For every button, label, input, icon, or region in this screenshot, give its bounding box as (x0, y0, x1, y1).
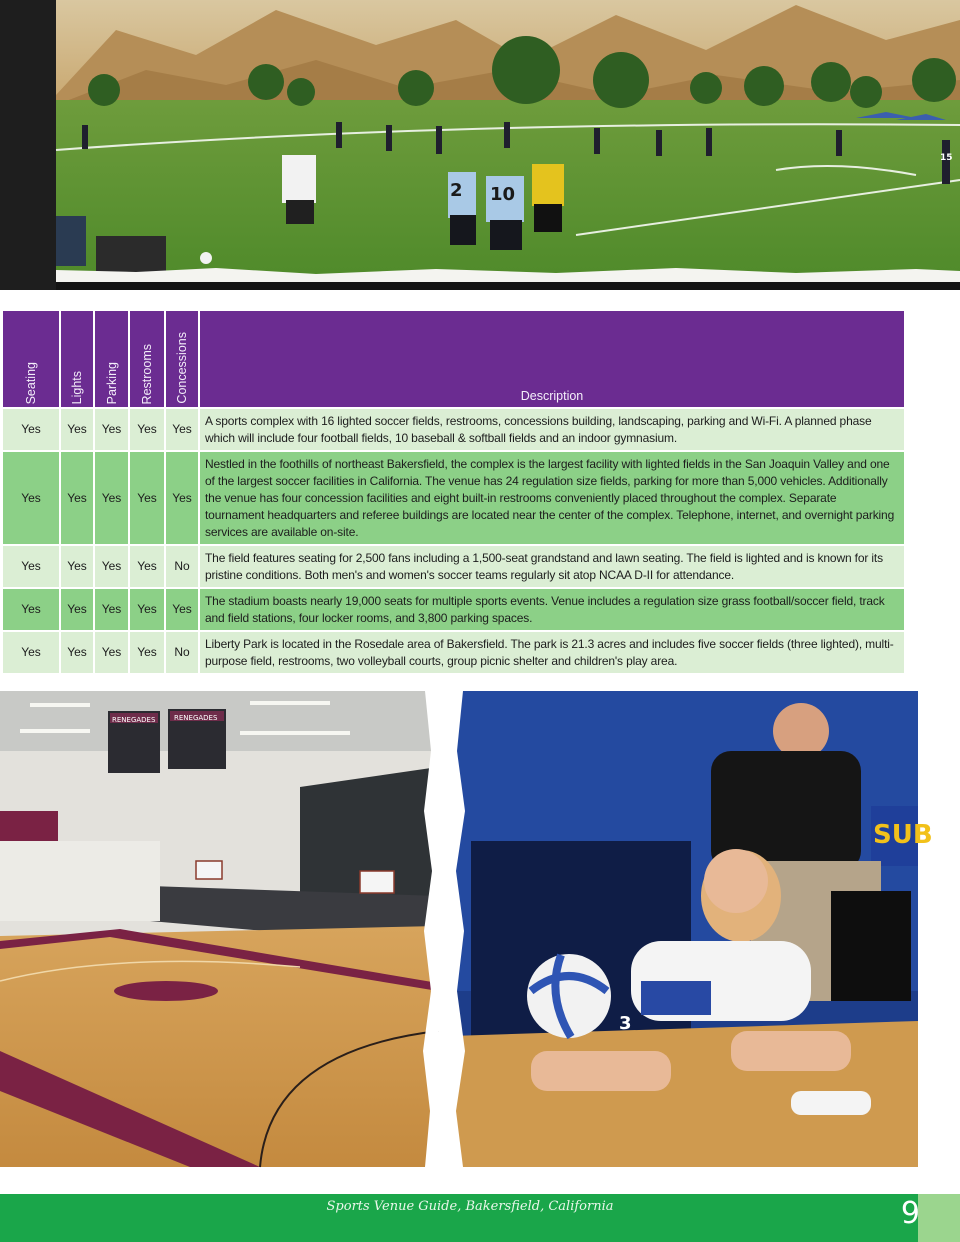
cell-parking: Yes (95, 452, 128, 544)
cell-seating: Yes (3, 546, 59, 587)
cell-restrooms: Yes (130, 409, 164, 450)
cell-description: Liberty Park is located in the Rosedale area of Bakersfield. The park is 21.3 acres and includes five soccer fields (three lighted), multi-purpose field, restrooms, two volleyball courts, group picnic shelter and children's play area. (200, 632, 904, 673)
cell-parking: Yes (95, 589, 128, 630)
table-row (3, 632, 904, 673)
table-row (3, 546, 904, 587)
cell-concessions: No (166, 632, 198, 673)
cell-lights: Yes (61, 589, 93, 630)
wall-sign-text: SUB (873, 820, 933, 850)
header-lights: Lights (61, 311, 93, 407)
cell-lights: Yes (61, 452, 93, 544)
gymnasium-photo (0, 691, 438, 1167)
cell-parking: Yes (95, 546, 128, 587)
cell-restrooms: Yes (130, 452, 164, 544)
cell-description: A sports complex with 16 lighted soccer fields, restrooms, concessions building, landscaping, parking and Wi-Fi. A planned phase which will include four football fields, 10 baseball & softball fields and an indoor gymnasium. (200, 409, 904, 450)
scoreboard-banner-right: RENEGADES (174, 714, 218, 722)
table-row (3, 409, 904, 450)
cell-seating: Yes (3, 452, 59, 544)
header-parking: Parking (95, 311, 128, 407)
gymnasium-illustration (0, 691, 438, 1167)
cell-description: Nestled in the foothills of northeast Bakersfield, the complex is the largest facility with lighted fields in the San Joaquin Valley and one of the largest soccer facilities in California. The venue has 24 regulation size fields, parking for more than 5,000 vehicles. Additionally the venue has four concession facilities and eight built-in restrooms conveniently placed throughout the complex. Separate tournament headquarters and referee buildings are located near the center of the complex. Telephone, internet, and overnight parking services are available on-site. (200, 452, 904, 544)
page-number: 9 (900, 1196, 920, 1231)
cell-seating: Yes (3, 632, 59, 673)
cell-concessions: Yes (166, 589, 198, 630)
table-header-row (3, 311, 904, 407)
cell-lights: Yes (61, 632, 93, 673)
jersey-number-10: 10 (490, 184, 516, 205)
header-concessions: Concessions (166, 311, 198, 407)
cell-lights: Yes (61, 409, 93, 450)
jersey-number-3: 3 (619, 1013, 632, 1034)
table-row (3, 452, 904, 544)
cell-seating: Yes (3, 409, 59, 450)
cell-description: The stadium boasts nearly 19,000 seats for multiple sports events. Venue includes a regulation size grass football/soccer field, track and field stations, four locker rooms, and 3,800 parking spaces. (200, 589, 904, 630)
cell-concessions: Yes (166, 452, 198, 544)
table-row (3, 589, 904, 630)
cell-description: The field features seating for 2,500 fans including a 1,500-seat grandstand and lawn seating. The field is lighted and is known for its pristine conditions. Both men's and women's soccer teams regularly sit atop NCAA D-II for attendance. (200, 546, 904, 587)
cell-restrooms: Yes (130, 632, 164, 673)
cell-concessions: Yes (166, 409, 198, 450)
header-seating: Seating (3, 311, 59, 407)
footer-title: Sports Venue Guide, Bakersfield, California (326, 1199, 614, 1214)
cell-lights: Yes (61, 546, 93, 587)
venue-amenities-table (1, 309, 906, 675)
cell-seating: Yes (3, 589, 59, 630)
cell-concessions: No (166, 546, 198, 587)
cell-restrooms: Yes (130, 546, 164, 587)
jersey-number-15: 15 (940, 153, 953, 163)
soccer-field-illustration (56, 0, 960, 282)
cell-parking: Yes (95, 409, 128, 450)
cell-parking: Yes (95, 632, 128, 673)
volleyball-illustration (451, 691, 933, 1167)
page-number-box (918, 1194, 960, 1242)
header-description: Description (200, 311, 904, 407)
soccer-field-photo (0, 0, 960, 290)
jersey-number-2: 2 (450, 180, 463, 201)
cell-restrooms: Yes (130, 589, 164, 630)
scoreboard-banner-left: RENEGADES (112, 716, 156, 724)
header-restrooms: Restrooms (130, 311, 164, 407)
photo-left-border (0, 0, 56, 290)
volleyball-player-photo (451, 691, 933, 1167)
